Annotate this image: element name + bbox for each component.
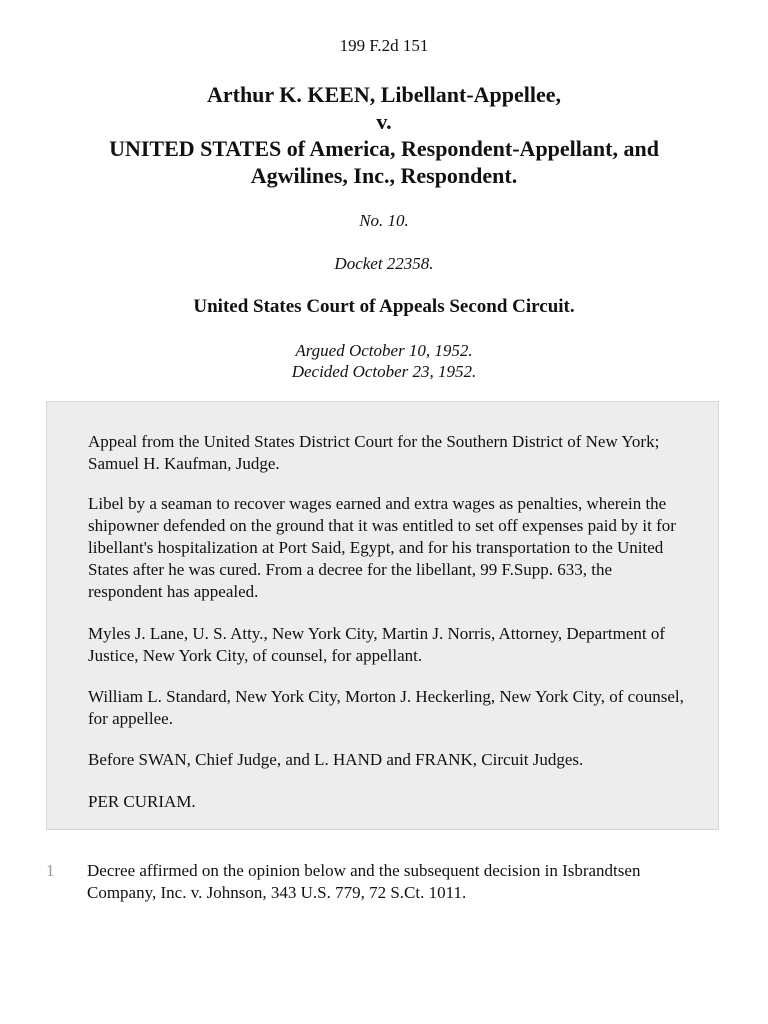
- case-title: [40, 81, 728, 189]
- docket-number: Docket 22358.: [334, 254, 434, 273]
- per-curiam-label: PER CURIAM.: [88, 792, 196, 811]
- case-summary-box: [46, 401, 719, 830]
- title-line-versus: v.: [376, 109, 392, 134]
- appeal-paragraph: Appeal from the United States District Court for the Southern District of New York; Samuel H. Kaufman, Judge.: [88, 432, 660, 473]
- libel-paragraph: Libel by a seaman to recover wages earned and extra wages as penalties, wherein the shipowner defended on the ground that it was entitled to set off expenses paid by it for libellant's hospitalization at Port Said, Egypt, and for his transportation to the United States after he was cured. From a decree for the libellant, 99 F.Supp. 633, the respondent has appealed.: [88, 494, 676, 601]
- case-citation: 199 F.2d 151: [339, 36, 429, 55]
- decided-date: Decided October 23, 1952.: [291, 362, 477, 381]
- case-number: No. 10.: [359, 211, 409, 230]
- paragraph-number: 1: [46, 861, 55, 880]
- panel-paragraph: Before SWAN, Chief Judge, and L. HAND and FRANK, Circuit Judges.: [88, 750, 584, 769]
- title-line-appellant: UNITED STATES of America, Respondent-Appellant, and: [109, 136, 659, 161]
- title-line-respondent: Agwilines, Inc., Respondent.: [250, 163, 518, 188]
- title-line-appellee: Arthur K. KEEN, Libellant-Appellee,: [206, 82, 562, 107]
- counsel-appellee-paragraph: William L. Standard, New York City, Morton J. Heckerling, New York City, of counsel, for appellee.: [88, 687, 684, 728]
- counsel-appellant-paragraph: Myles J. Lane, U. S. Atty., New York City, Martin J. Norris, Attorney, Department of Justice, New York City, of counsel, for appellant.: [88, 624, 666, 665]
- opinion-paragraph: Decree affirmed on the opinion below and the subsequent decision in Isbrandtsen Company, Inc. v. Johnson, 343 U.S. 779, 72 S.Ct. 1011.: [87, 861, 641, 902]
- argued-date: Argued October 10, 1952.: [295, 341, 473, 360]
- court-name: United States Court of Appeals Second Circuit.: [193, 296, 575, 317]
